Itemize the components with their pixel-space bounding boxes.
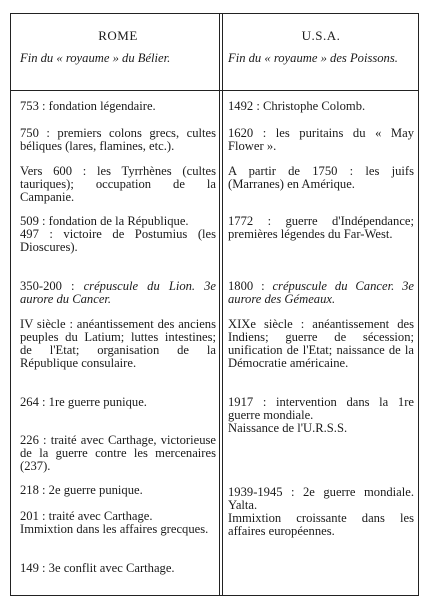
left-entry-line: 201 : traité avec Carthage. [20,509,153,523]
left-entry: 753 : fondation légendaire. [20,99,156,113]
right-column-subtitle: Fin du « royaume » des Poissons. [228,51,398,65]
right-entry: 1772 : guerre d'Indépendance; premières légendes du Far-West. [228,214,414,241]
left-entry: 226 : traité avec Carthage, victorieuse de la guerre contre les mercenaires (237). [20,433,216,473]
left-entry: 750 : premiers colons grecs, cultes béliques (lares, flamines, etc.). [20,126,216,153]
left-entry [20,510,216,536]
left-column-body [20,100,216,590]
right-column-title: U.S.A. [301,28,341,43]
right-entry [228,486,414,538]
left-entry: Vers 600 : les Tyrrhènes (cultes tauriques); occupation de la Campanie. [20,164,216,204]
left-entry: 218 : 2e guerre punique. [20,483,143,497]
right-column-body [228,100,414,590]
left-column-subtitle: Fin du « royaume » du Bélier. [20,51,171,65]
right-column-header [228,29,414,65]
right-entry-line: Naissance de l'U.R.S.S. [228,421,348,435]
left-entry [20,215,216,254]
right-entry: 1492 : Christophe Colomb. [228,99,366,113]
header-rule [10,90,419,91]
right-entry-date: 1800 : [228,279,273,293]
left-entry-line: Immixtion dans les affaires grecques. [20,522,209,536]
right-entry: XIXe siècle : anéantissement des Indiens; guerre de sécession; unification de l'Etat; naissance de la Démocratie américaine. [228,317,414,370]
right-entry-line: Immixtion croissante dans les affaires européennes. [228,511,414,538]
right-entry [228,280,414,306]
left-entry: 149 : 3e conflit avec Carthage. [20,561,175,575]
left-entry-line: 497 : victoire de Postumius (les Dioscures). [20,227,216,254]
right-entry: 1620 : les puritains du « May Flower ». [228,126,414,153]
column-divider-inner [222,13,223,596]
right-entry: A partir de 1750 : les juifs (Marranes) en Amérique. [228,164,414,191]
left-column-header [20,29,216,65]
left-column-title: ROME [98,28,138,43]
left-entry: IV siècle : anéantissement des anciens peuples du Latium; luttes intestines; de l'Etat; organisation de la République consulaire. [20,317,216,370]
right-entry [228,396,414,435]
left-entry: 264 : 1re guerre punique. [20,395,147,409]
column-divider [219,13,220,596]
right-entry-line: 1939-1945 : 2e guerre mondiale. Yalta. [228,485,414,512]
left-entry [20,280,216,306]
right-entry-italic: crépuscule du Cancer. 3e aurore des Gémeaux. [228,279,414,306]
left-entry-line: 509 : fondation de la République. [20,214,189,228]
left-entry-italic: crépuscule du Lion. 3e aurore du Cancer. [20,279,216,306]
right-entry-line: 1917 : intervention dans la 1re guerre mondiale. [228,395,414,422]
left-entry-date: 350-200 : [20,279,84,293]
